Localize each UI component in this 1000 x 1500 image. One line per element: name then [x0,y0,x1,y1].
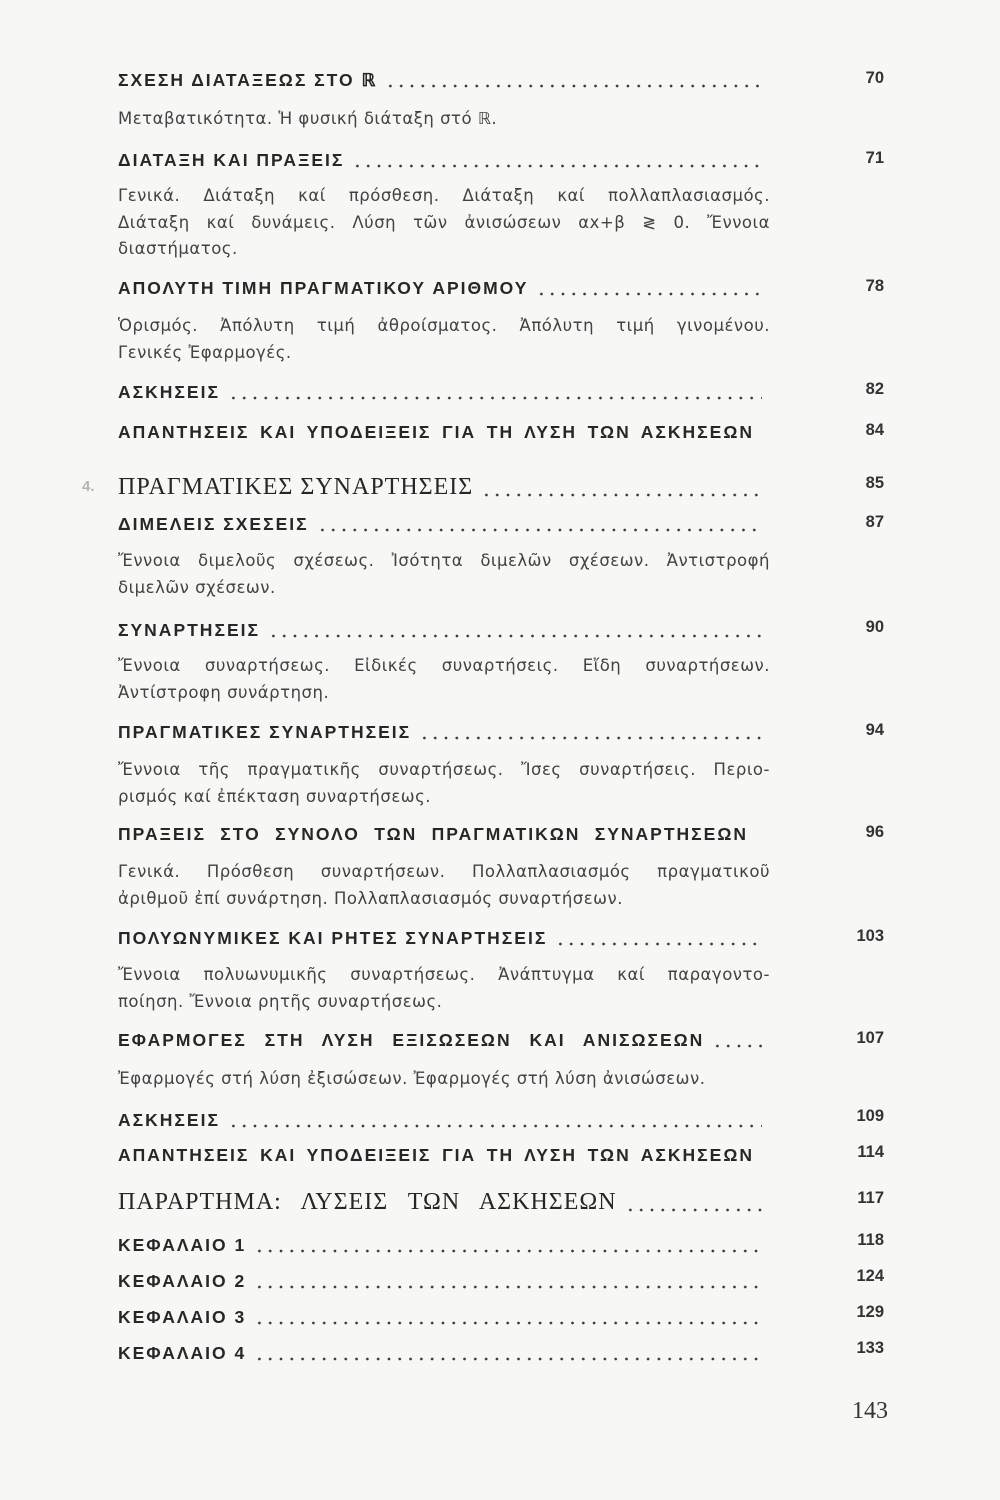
section-title: ΠΡΑΓΜΑΤΙΚΕΣ ΣΥΝΑΡΤΗΣΕΙΣ [118,722,412,742]
leader-dots [481,493,762,497]
description-line: Ἀντίστροφη συνάρτηση. [118,682,330,702]
section-page-number: 70 [865,69,884,87]
section-page-number: 87 [865,513,884,531]
toc-entry [118,1028,762,1052]
appendix-heading [118,1187,762,1217]
description-line: Ἔννοια πολυωνυμικῆς συναρτήσεως. Ἀνάπτυγμα καί παραγοντο- [118,965,770,984]
chapter-page-number: 85 [865,474,884,492]
section-title: ΣΥΝΑΡΤΗΣΕΙΣ [118,620,260,640]
leader-dots [625,1208,762,1212]
appendix-chapter-page: 124 [856,1267,884,1285]
description-line: διμελῶν σχέσεων. [118,577,276,597]
leader-dots [254,1321,762,1325]
description-line: ἀριθμοῦ ἐπί συνάρτηση. Πολλαπλασιασμός συναρτήσεων. [118,888,623,908]
toc-entry [118,420,762,444]
section-description [118,313,770,366]
section-description [118,548,770,601]
leader-dots [385,84,762,88]
description-line: Γενικά. Πρόσθεση συναρτήσεων. Πολλαπλασιασμός πραγματικοῦ [118,862,770,881]
appendix-chapter [118,1233,762,1257]
toc-entry [118,1108,762,1132]
description-line: Γενικά. Διάταξη καί πρόσθεση. Διάταξη καί πολλαπλασιασμός. [118,186,770,205]
description-line: Ἐφαρμογές στή λύση ἐξισώσεων. Ἐφαρμογές στή λύση ἀνισώσεων. [118,1069,706,1088]
appendix-page-number: 117 [857,1189,884,1207]
appendix-chapter-label: ΚΕΦΑΛΑΙΟ 3 [118,1307,247,1327]
section-title: ΣΧΕΣΗ ΔΙΑΤΑΞΕΩΣ ΣΤΟ ℝ [118,70,378,90]
section-description [118,757,770,810]
description-line: Μεταβατικότητα. Ἡ φυσική διάταξη στό ℝ. [118,109,498,128]
description-line: Ἔννοια τῆς πραγματικῆς συναρτήσεως. Ἴσες συναρτήσεις. Περιο- [118,760,770,779]
appendix-chapter-label: ΚΕΦΑΛΑΙΟ 2 [118,1271,247,1291]
section-page-number: 114 [857,1143,884,1161]
appendix-chapter [118,1341,762,1365]
toc-entry [118,276,762,300]
leader-dots [268,634,762,638]
appendix-chapter-page: 129 [856,1303,884,1321]
section-page-number: 109 [856,1107,884,1125]
section-page-number: 84 [865,421,884,439]
section-page-number: 71 [865,149,884,167]
section-title: ΠΡΑΞΕΙΣ ΣΤΟ ΣΥΝΟΛΟ ΤΩΝ ΠΡΑΓΜΑΤΙΚΩΝ ΣΥΝΑΡΤΗΣΕΩΝ [118,824,748,844]
section-page-number: 82 [865,380,884,398]
section-description [118,859,770,912]
description-line: Ἔννοια συναρτήσεως. Εἰδικές συναρτήσεις. Εἴδη συναρτήσεων. [118,656,770,675]
section-page-number: 107 [856,1029,884,1047]
toc-entry [118,148,762,172]
section-title: ΑΠΟΛΥΤΗ ΤΙΜΗ ΠΡΑΓΜΑΤΙΚΟΥ ΑΡΙΘΜΟΥ [118,278,529,298]
section-page-number: 94 [865,721,884,739]
chapter-number: 4. [82,478,95,495]
section-page-number: 103 [856,927,884,945]
leader-dots [228,396,762,400]
toc-entry [118,1143,762,1167]
appendix-chapter [118,1305,762,1329]
leader-dots [254,1285,762,1289]
description-line: Ὁρισμός. Ἀπόλυτη τιμή ἀθροίσματος. Ἀπόλυτη τιμή γινομένου. [118,316,770,335]
section-title: ΔΙΜΕΛΕΙΣ ΣΧΕΣΕΙΣ [118,514,309,534]
section-page-number: 96 [865,823,884,841]
section-title: ΑΠΑΝΤΗΣΕΙΣ ΚΑΙ ΥΠΟΔΕΙΞΕΙΣ ΓΙΑ ΤΗ ΛΥΣΗ ΤΩΝ ΑΣΚΗΣΕΩΝ [118,422,754,442]
leader-dots [555,942,762,946]
leader-dots [317,528,762,532]
description-line: ποίηση. Ἔννοια ρητῆς συναρτήσεως. [118,991,443,1011]
section-description [118,1066,770,1093]
leader-dots [536,292,762,296]
toc-entry [118,720,762,744]
description-line: διαστήματος. [118,239,238,258]
section-title: ΠΟΛΥΩΝΥΜΙΚΕΣ ΚΑΙ ΡΗΤΕΣ ΣΥΝΑΡΤΗΣΕΙΣ [118,928,548,948]
page-folio-number: 143 [852,1398,888,1424]
description-line: Διάταξη καί δυνάμεις. Λύση τῶν ἀνισώσεων αx+β ≷ 0. Ἔννοια [118,212,770,232]
appendix-chapter [118,1269,762,1293]
toc-entry [118,512,762,536]
leader-dots [254,1249,762,1253]
leader-dots [254,1357,762,1361]
toc-entry [118,68,762,92]
appendix-chapter-label: ΚΕΦΑΛΑΙΟ 1 [118,1235,247,1255]
appendix-chapter-page: 133 [856,1339,884,1357]
toc-entry [118,380,762,404]
appendix-chapter-label: ΚΕΦΑΛΑΙΟ 4 [118,1343,247,1363]
appendix-chapter-page: 118 [857,1231,884,1249]
appendix-title: ΠΑΡΑΡΤΗΜΑ: ΛΥΣΕΙΣ ΤΩΝ ΑΣΚΗΣΕΩΝ [118,1189,617,1215]
toc-entry [118,822,762,846]
description-line: Γενικές Ἐφαρμογές. [118,342,292,362]
chapter-title: ΠΡΑΓΜΑΤΙΚΕΣ ΣΥΝΑΡΤΗΣΕΙΣ [118,474,474,500]
section-title: ΔΙΑΤΑΞΗ ΚΑΙ ΠΡΑΞΕΙΣ [118,150,345,170]
section-title: ΑΠΑΝΤΗΣΕΙΣ ΚΑΙ ΥΠΟΔΕΙΞΕΙΣ ΓΙΑ ΤΗ ΛΥΣΗ ΤΩΝ ΑΣΚΗΣΕΩΝ [118,1145,754,1165]
description-line: Ἔννοια διμελοῦς σχέσεως. Ἰσότητα διμελῶν σχέσεων. Ἀντιστροφή [118,551,770,570]
chapter-heading [118,472,762,502]
leader-dots [419,736,762,740]
section-description [118,653,770,706]
leader-dots [712,1044,762,1048]
section-description [118,106,770,133]
leader-dots [228,1124,762,1128]
section-title: ΕΦΑΡΜΟΓΕΣ ΣΤΗ ΛΥΣΗ ΕΞΙΣΩΣΕΩΝ ΚΑΙ ΑΝΙΣΩΣΕΩΝ [118,1030,705,1050]
section-title: ΑΣΚΗΣΕΙΣ [118,382,220,402]
section-page-number: 78 [865,277,884,295]
section-description [118,962,770,1015]
toc-entry [118,926,762,950]
leader-dots [352,164,762,168]
section-description [118,183,770,263]
description-line: ρισμός καί ἐπέκταση συναρτήσεως. [118,786,432,806]
toc-entry [118,618,762,642]
section-page-number: 90 [865,618,884,636]
section-title: ΑΣΚΗΣΕΙΣ [118,1110,220,1130]
